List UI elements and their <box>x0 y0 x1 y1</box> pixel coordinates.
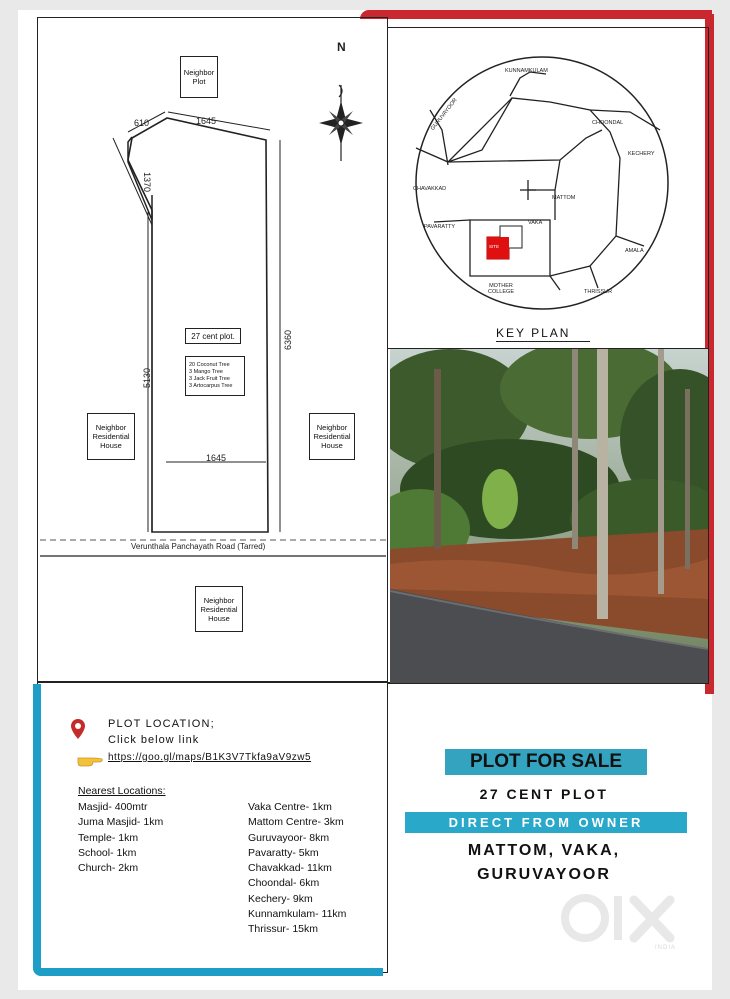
neighbor-house-right: Neighbor Residential House <box>309 413 355 460</box>
list-item: Kechery- 9km <box>248 892 313 905</box>
nearest-locations-title: Nearest Locations: <box>78 785 166 797</box>
key-plan-map <box>390 30 708 326</box>
place-pavaratty: PAVARATTY <box>424 224 456 230</box>
neighbor-plot-top: Neighbor Plot <box>180 56 218 98</box>
list-item: Masjid- 400mtr <box>78 801 148 813</box>
dim-diagonal: 1370 <box>142 172 152 193</box>
plot-for-sale-badge: PLOT FOR SALE <box>445 749 647 775</box>
dim-left: 5130 <box>142 367 152 388</box>
direct-owner-banner: DIRECT FROM OWNER <box>405 812 687 833</box>
nearest-col-2 <box>248 800 346 938</box>
tree-item: 3 Mango Tree <box>189 369 223 375</box>
red-frame-top <box>360 10 712 19</box>
blue-frame-bottom <box>33 968 383 976</box>
place-line-1: MATTOM, VAKA, <box>467 842 621 859</box>
place-chavakkad: CHAVAKKAD <box>413 186 447 192</box>
place-kechery: KECHERY <box>628 151 655 157</box>
list-item: Kunnamkulam- 11km <box>248 908 347 921</box>
plot-location-title: PLOT LOCATION; <box>108 718 215 730</box>
place-thrissur: THRISSUR <box>584 289 613 295</box>
compass-rose-icon <box>319 85 363 161</box>
nearest-col-1 <box>78 800 163 876</box>
place-line-2: GURUVAYOOR <box>477 866 611 883</box>
list-item: Guruvayoor- 8km <box>248 831 330 844</box>
list-item: Juma Masjid- 1km <box>78 816 164 829</box>
key-plan-underline <box>496 341 590 342</box>
key-plan-circle <box>416 57 668 309</box>
plot-photo <box>390 349 708 683</box>
place-vaka: VAKA <box>528 220 543 226</box>
list-item: Thrissur- 15km <box>248 923 319 936</box>
place-amala: AMALA <box>625 248 644 254</box>
dim-top-left: 610 <box>134 118 150 128</box>
dim-top-right: 1645 <box>196 116 217 126</box>
place-kunnamkulam: KUNNAMKULAM <box>505 68 548 74</box>
tree-item: 3 Artocarpus Tree <box>189 383 233 389</box>
plot-location-link[interactable]: https://goo.gl/maps/B1K3V7Tkfa9aV9zw5 <box>108 752 312 763</box>
map-pin-icon <box>70 718 86 740</box>
list-item: Temple- 1km <box>78 831 139 844</box>
place-mattom: MATTOM <box>552 195 576 201</box>
tree-item: 3 Jack Fruit Tree <box>189 376 230 382</box>
plot-size-label: 27 cent plot. <box>185 328 241 344</box>
road-label: Verunthala Panchayath Road (Tarred) <box>131 542 266 551</box>
place-choondal: CHOONDAL <box>592 120 624 126</box>
list-item: Mattom Centre- 3km <box>248 816 344 829</box>
place-guruvayoor: GURUVAYOOR <box>430 97 459 132</box>
place-site: SITE <box>489 244 500 249</box>
list-item: Vaka Centre- 1km <box>248 801 332 813</box>
neighbor-house-left: Neighbor Residential House <box>87 413 135 460</box>
plot-size-heading: 27 CENT PLOT <box>479 786 609 802</box>
tree-list <box>185 356 245 396</box>
place-mother-college: MOTHER COLLEGE <box>488 283 514 295</box>
list-item: School- 1km <box>78 846 137 859</box>
dim-right: 6360 <box>283 329 293 350</box>
plot-location-subtitle: Click below link <box>108 734 200 746</box>
list-item: Pavaratty- 5km <box>248 846 319 859</box>
olx-region-label: INDIA <box>655 945 677 951</box>
compass-n-label: N <box>337 40 346 54</box>
pointing-hand-icon <box>76 752 104 768</box>
neighbor-house-bottom: Neighbor Residential House <box>195 586 243 632</box>
list-item: Church- 2km <box>78 862 139 875</box>
list-item: Choondal- 6km <box>248 877 320 890</box>
key-plan-title: KEY PLAN <box>496 326 571 340</box>
list-item: Chavakkad- 11km <box>248 862 332 875</box>
dim-bottom: 1645 <box>206 453 227 463</box>
blue-frame-left <box>33 684 41 976</box>
tree-item: 20 Coconut Tree <box>189 362 230 368</box>
